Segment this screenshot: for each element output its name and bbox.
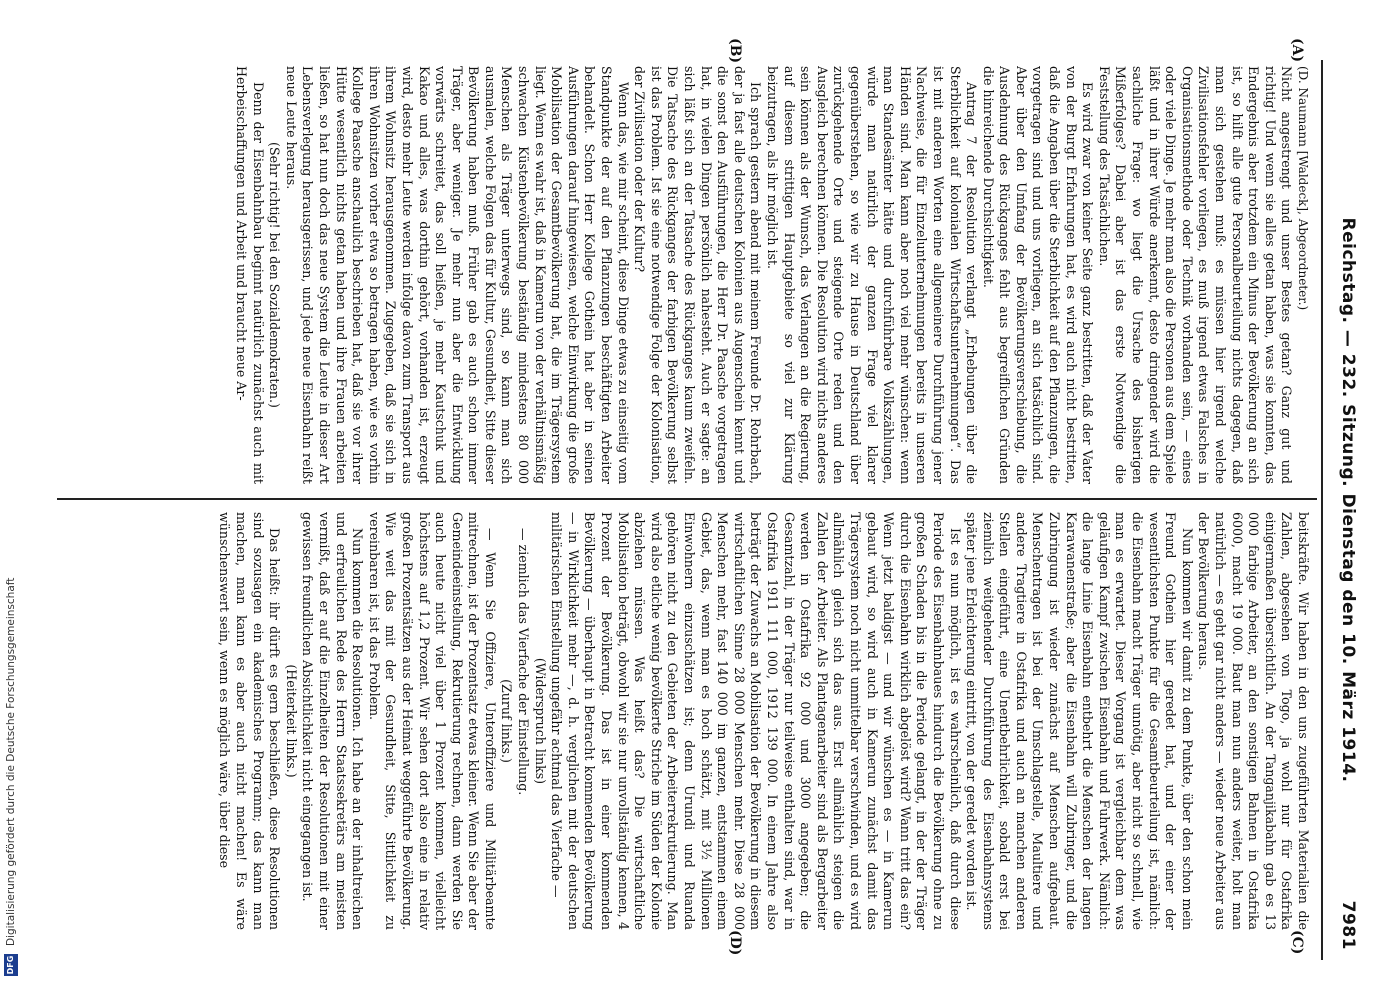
paragraph: Das heißt: ihr dürft es gern beschließen, diese Resolutionen sind sozusagen ein akademisches Programm; das kann man machen, man kann es aber auch nicht machen! Es wäre wünschenswert sein, wenn es möglich wäre, über diese <box>217 512 283 930</box>
interjection: (Heiterkeit links.) <box>283 664 299 778</box>
margin-letter-c: (C) <box>1289 930 1305 955</box>
page-number: 7981 <box>1338 900 1358 950</box>
interjection: (Sehr richtig! bei den Sozialdemokraten.) <box>267 142 283 408</box>
paragraph: Nun kommen wir damit zu dem Punkte, über den schon mein Freund Gothein hier geredet hat, und der einer der wesentlichsten Punkte für die Gesamtbeurteilung ist, nämlich: die Eisenbahn macht Träger unnötig, aber nicht so schnell, wie man es erwartet. Dieser Vorgang ist vergleichbar dem was geläufigen Kampf zwischen Eisenbahn und Fuhrwerk. Nämlich: die lange Linie Eisenbahn entbehrt die Menschen der langen Karawanenstraße; aber die Eisenbahn will Zubringer, und die Zubringung ist wieder zunächst auf Menschen aufgebaut. Menschentragen ist bei der Umschlagstelle, Maultiere und andere Tragtiere in Ostafrika und auch an manchen anderen Stellen eingeführt, eine Unentbehrlichkeit, sobald erst bei ziemlich weitgehender Durchführung des Eisenbahnsystems später jene Erleichterung eintritt, von der geredet worden ist. <box>964 512 1195 930</box>
margin-letter-d: (D) <box>727 930 743 956</box>
paragraph: Es wird zwar von keiner Seite ganz bestritten, daß der Vater von der Burgt Erfahrungen hat, es wird auch nicht bestritten, daß die Angaben über die Sterblichkeit auf den Pflanzungen, die vorgetragen sind und uns vorliegen, an sich tatsächlich sind. Aber über den Umfang der Bevölkerungsverschiebung, die Ausdehnung des Rückganges fehlt aus begreiflichen Gründen die hinreichende Durchsichtigkeit. <box>980 66 1096 484</box>
paragraph: Wenn das, wie mir scheint, diese Dinge etwas zu einseitig vom Standpunkte der auf den Pflanzungen beschäftigten Arbeiter behandelt. Schon Herr Kollege Gothein hat aber in seinen Ausführungen darauf hingewiesen, welche Einwirkung die große Mobilisation der Gesamtbevölkerung hat, die im Trägersystem liegt. Wenn es wahr ist, daß in Kamerun von der verhältnismäßig schwachen Küstenbevölkerung beständig mindestens 80 000 Menschen als Träger unterwegs sind, so kann man sich ausmalen, welche Folgen das für Kultur, Gesundheit, Sitte dieser Bevölkerung haben muß. Früher gab es auch schon immer Träger, aber weniger. Je mehr nun aber die Entwicklung vorwärts schreitet, das soll heißen, je mehr Kautschuk und Kakao und alles, was dorthin gehört, vorhanden ist, erzeugt wird, desto mehr Leute werden infolge davon zum Transport aus ihrem Wohnsitz herausgenommen. Zugegeben, daß sie sich in ihren Wohnsitzen vorher etwa so betragen haben, wie es vorhin Kollege Paasche anschaulich beschrieben hat, daß sie vor ihrer Hütte wesentlich nichts getan haben und ihre Frauen arbeiten ließen, so hat nun doch das neue System die Leute in dieser Art Lebensverlegung herausgerissen, und jede neue Eisenbahn reißt neue Leute heraus. <box>283 66 631 484</box>
paragraph: Ist es nun möglich, ist es wahrscheinlich, daß durch diese Periode des Eisenbahnbaues hindurch die Bevölkerung ohne zu großen Schaden bis in die Periode gelangt, in der der Träger durch die Eisenbahn wirklich abgelöst wird? Wann tritt das ein? Wenn jetzt baldigst — und wir wünschen es — in Kamerun gebaut wird, so wird auch in Kamerun zunächst damit das Trägersystem noch nicht unmittelbar verschwinden, und es wird allmählich gleich sich das aus. Erst allmählich steigen die Zahlen der Arbeiter. Als Plantagenarbeiter sind als Bergarbeiter werden in Ostafrika 92 000 und 3000 angegeben; die Gesamtzahl, in der Träger nur teilweise enthalten sind, war in Ostafrika 1911 111 000, 1912 139 000. In einem Jahre also beträgt der Zuwachs an Mobilisation der Bevölkerung in diesem wirtschaftlichen Sinne 28 000 Menschen mehr. Diese 28 000 Menschen mehr, fast 140 000 im ganzen, entstammen einem Gebiet, das, wenn man es hoch schätzt, mit 3½ Millionen Einwohnern einzuschätzen ist; denn Urundi und Ruanda gehören nicht zu den Gebieten der Arbeiterrekrutierung. Man wird also etliche wenig bevölkerte Striche im Süden der Kolonie abziehen müssen. Was heißt das? Die wirtschaftliche Mobilisation beträgt, obwohl wir sie nur unvollständig kennen, 4 Prozent der Bevölkerung. Das ist in einer kommenden Bevölkerung — überhaupt in Betracht kommenden Bevölkerung — in Wirklichkeit mehr —, d. h. verglichen mit der deutschen militärischen Einstellung ungefähr achtmal das Vierfache — <box>549 512 963 930</box>
running-title: Reichstag. — 232. Sitzung. Dienstag den 10. März 1914. <box>1338 217 1358 783</box>
margin-letter-a: (A) <box>1289 38 1305 63</box>
paragraph: beitskräfte. Wir haben in den uns zugeführten Materialien die Zahlen, abgesehen von Togo, ja wohl nur für Ostafrika einigermaßen übersichtlich. An der Tanganjikabahn gab es 13 000 farbige Arbeiter, an den sonstigen Bahnen in Ostafrika 6000, macht 19 000. Baut man nun anders weiter, holt man natürlich — es geht gar nicht anders — wieder neue Arbeiter aus der Bevölkerung heraus. <box>1196 512 1311 930</box>
paragraph: Ich sprach gestern abend mit meinem Freunde Dr. Rohrbach, der ja fast alle deutschen Kolonien aus Augenschein kennt und die sonst den Ausführungen, die Herr Dr. Paasche vorgetragen hat, in vielen Dingen persönlich nahesteht. Auch er sagte: an sich läßt sich an der Tatsache des Rückganges kaum zweifeln. Die Tatsache des Rückganges der farbigen Bevölkerung selbst ist das Problem. Ist sie eine notwendige Folge der Kolonisation, der Zivilisation oder der Kultur? <box>632 66 764 484</box>
paragraph: — Wenn Sie Offiziere, Unteroffiziere und Militärbeamte mitrechnen, ist der Prozentsatz etwas kleiner. Wenn Sie aber der Gemeindeeinstellung, Rekrutierung rechnen, dann werden Sie auch heute nicht viel über 1 Prozent kommen, vielleicht höchstens auf 1,2 Prozent. Wir sehen dort also eine in relativ großen Prozentsätzen aus der Heimat weggeführte Bevölkerung. Wie weit das mit der Gesundheit, Sitte, Sittlichkeit zu vereinbaren ist, ist das Problem. <box>366 512 498 930</box>
page-header <box>1333 50 1363 950</box>
dfg-logo: DFG <box>4 954 18 976</box>
right-column <box>61 512 1311 930</box>
interjection: (Widerspruch links) <box>532 657 548 785</box>
interjection: (Zuruf links.) <box>499 679 515 763</box>
margin-letter-b: (B) <box>727 38 743 64</box>
left-column <box>61 66 1311 484</box>
paragraph: — ziemlich das Vierfache der Einstellung. <box>516 528 532 796</box>
paragraph: Nicht angestrengt und unser Bestes getan? Ganz gut und richtig! Und wenn sie alles getan haben, was sie konnten, das Endergebnis aber trotzdem ein Minus der Bevölkerung an sich ist, so hilft alle gute Personalbeurteilung nichts dagegen, daß man sich gestehen muß: es müssen hier irgend welche Zivilisationsfehler vorliegen, es muß irgend etwas Falsches in Organisationsmethode oder Technik vorhanden sein, — eines oder viele Dinge. Je mehr man also die Personen aus dem Spiele läßt und in ihrer Würde anerkennt, desto dringender wird die sachliche Frage: wo liegt die Ursache des bisherigen Mißerfolges? Dabei aber ist das erste Notwendige die Feststellung des Tatsächlichen. <box>1096 66 1295 484</box>
paragraph: Antrag 7 der Resolution verlangt „Erhebungen über die Sterblichkeit auf kolonialen Wirtschaftsunternehmungen“. Das ist mit anderen Worten eine allgemeinere Durchführung jener Nachweise, die für Einzelunternehmungen bereits in unseren Händen sind. Man kann aber noch viel mehr wünschen: wenn man Standesämter hätte und durchführbare Volkszählungen, würde man natürlich der ganzen Frage viel klarer gegenüberstehen, so wie wir zu Hause in Deutschland über zurückgehende Orte und steigende Orte reden und den Ausgleich berechnen können. Die Resolution wird nichts anderes sein können als der Wunsch, das Verlangen an die Regierung, auf diesem strittigen Hauptgebiete so viel zur Klärung beizutragen, als ihr möglich ist. <box>765 66 980 484</box>
credit-text: Digitalisierung gefördert durch die Deutsche Forschungsgemeinschaft <box>5 577 17 946</box>
paragraph: Nun kommen die Resolutionen. Ich habe an der inhaltreichen und erfreulichen Rede des Herrn Staatssekretärs am meisten vermißt, daß er auf die Einzelheiten der Resolutionen mit einer gewissen freundlichen Absichtlichkeit nicht eingegangen ist. <box>300 512 366 930</box>
speaker-attribution: (D. Naumann [Waldeck], Abgeordneter.) <box>1296 66 1310 311</box>
header-rule <box>1321 60 1323 960</box>
paragraph: Denn der Eisenbahnbau beginnt natürlich zunächst auch mit Herbeischaffungen und Arbeit und braucht neue Ar- <box>234 66 266 484</box>
column-divider <box>57 498 1317 500</box>
